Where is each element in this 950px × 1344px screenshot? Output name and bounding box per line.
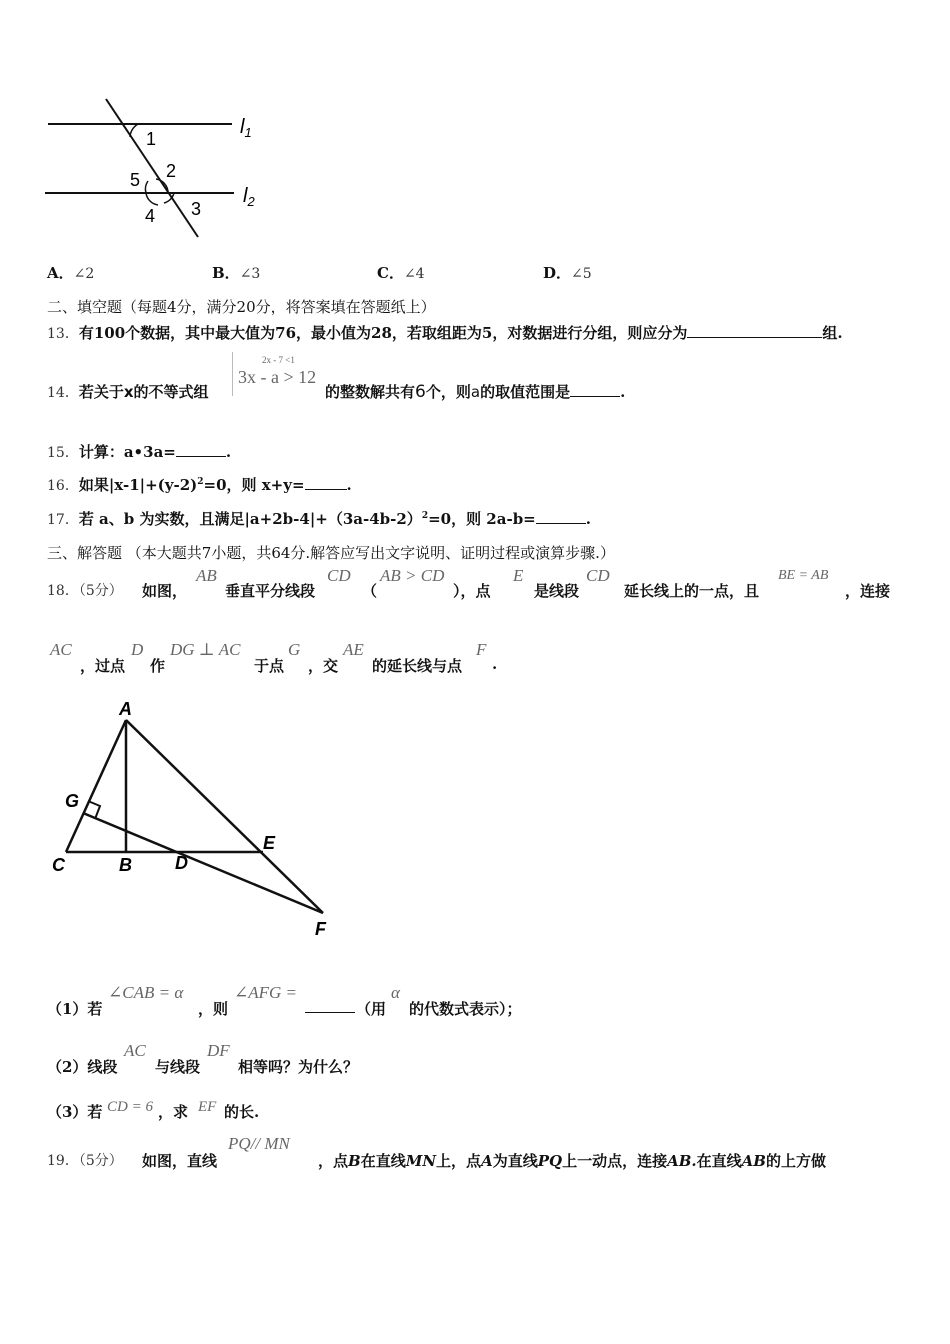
subq1-math-cab: ∠CAB = α bbox=[108, 983, 184, 1002]
q18-math-cd: CD bbox=[327, 566, 351, 585]
subq3-math-cd: CD = 6 bbox=[107, 1099, 153, 1115]
angle-label-5: 5 bbox=[130, 170, 141, 190]
section-2-heading: 二、填空题（每题4分，满分20分，将答案填在答题纸上） bbox=[47, 298, 436, 316]
subq1-text-1: ，则 bbox=[198, 1000, 229, 1018]
angle-label-4: 4 bbox=[145, 206, 156, 226]
subq2-text-1: 与线段 bbox=[155, 1058, 201, 1076]
angle-label-2: 2 bbox=[166, 161, 177, 181]
answer-blank-14[interactable] bbox=[570, 382, 620, 397]
subq2-math-ac: AC bbox=[124, 1041, 146, 1060]
vertex-label-d: D bbox=[175, 853, 188, 873]
segment-af bbox=[126, 720, 323, 913]
q19-text-2: ，点B在直线MN上，点A为直线PQ上一动点，连接AB.在直线AB的上方做 bbox=[318, 1152, 826, 1170]
q18-text-12: 的延长线与点 bbox=[372, 657, 463, 675]
vertex-label-b: B bbox=[119, 855, 132, 875]
q18-text-7: ，连接 bbox=[845, 582, 891, 600]
q18-math-cd2: CD bbox=[586, 566, 610, 585]
subq2-text-2: 相等吗？为什么？ bbox=[238, 1058, 359, 1076]
line-label-l1: $l_1$ bbox=[240, 116, 252, 140]
vertex-label-c: C bbox=[52, 855, 65, 875]
inequality-top: 2x - 7 <1 bbox=[262, 355, 295, 365]
q18-math-ab: AB bbox=[196, 566, 217, 585]
vertex-label-g: G bbox=[65, 791, 80, 811]
question-19-number: 19．（5分） bbox=[47, 1153, 123, 1169]
q18-text-2: 垂直平分线段 bbox=[225, 582, 316, 600]
angle-label-1: 1 bbox=[146, 129, 157, 149]
q18-math-cond: AB > CD bbox=[380, 566, 445, 585]
subq3-number: （3）若 bbox=[47, 1103, 103, 1121]
q18-text-6: 延长线上的一点，且 bbox=[624, 582, 760, 600]
answer-blank-13[interactable] bbox=[687, 323, 822, 338]
q18-text-5: 是线段 bbox=[534, 582, 580, 600]
q18-math-g: G bbox=[288, 640, 301, 659]
line-label-l2: $l_2$ bbox=[243, 185, 255, 209]
q18-text-9: 作 bbox=[150, 657, 166, 675]
q18-text-11: ，交 bbox=[308, 657, 339, 675]
inequality-bottom: 3x - a > 12 bbox=[238, 367, 317, 387]
subq1-text-2: （用 bbox=[356, 1000, 387, 1018]
q18-math-ae: AE bbox=[343, 640, 364, 659]
subq1-math-alpha: α bbox=[391, 983, 400, 1002]
question-14: 14．若关于x的不等式组 bbox=[47, 383, 209, 401]
segment-ac bbox=[66, 720, 126, 852]
q18-text-13: . bbox=[492, 655, 498, 673]
q18-math-be-ab: BE = AB bbox=[778, 568, 829, 583]
subq1-math-afg: ∠AFG = bbox=[234, 983, 298, 1002]
question-18-number: 18．（5分） bbox=[47, 583, 123, 599]
subq3-text-1: ，求 bbox=[158, 1103, 189, 1121]
q19-text-1: 如图，直线 bbox=[142, 1152, 218, 1170]
question-14-cont: 的整数解共有6个，则a的取值范围是 . bbox=[325, 382, 626, 402]
subq1-number: （1）若 bbox=[47, 1000, 103, 1018]
inequality-system-bracket bbox=[232, 352, 235, 396]
option-c[interactable]: C．∠4 bbox=[377, 264, 425, 282]
q18-text-3: （ bbox=[362, 582, 378, 600]
q18-math-perp: DG ⊥ AC bbox=[170, 640, 241, 659]
option-a[interactable]: A．∠2 bbox=[47, 264, 95, 282]
q18-text-10: 于点 bbox=[254, 657, 285, 675]
angle-arc-4 bbox=[146, 193, 158, 205]
subq2-math-df: DF bbox=[207, 1041, 230, 1060]
subq3-math-ef: EF bbox=[198, 1099, 217, 1115]
subq1-text-3: 的代数式表示）； bbox=[409, 1000, 522, 1018]
q18-text-1: 如图， bbox=[142, 582, 188, 600]
angle-label-3: 3 bbox=[191, 199, 202, 219]
q19-math-pq-mn: PQ// MN bbox=[228, 1134, 290, 1153]
answer-blank-16[interactable] bbox=[305, 475, 347, 490]
question-17: 17．若 a、b 为实数，且满足$|a+2b-4|+(3a-4b-2)^2=0$，则 2a-b= . bbox=[47, 510, 591, 528]
q18-text-4: ），点 bbox=[453, 582, 491, 600]
triangle-figure bbox=[45, 695, 345, 945]
option-d[interactable]: D．∠5 bbox=[543, 264, 592, 282]
vertex-label-a: A bbox=[119, 699, 132, 719]
answer-blank-17[interactable] bbox=[536, 509, 586, 524]
question-15: 15．计算：a•3a= . bbox=[47, 443, 232, 461]
q18-text-8: ，过点 bbox=[80, 657, 126, 675]
option-b[interactable]: B．∠3 bbox=[212, 264, 261, 282]
vertex-label-f: F bbox=[315, 919, 326, 939]
angle-arc-5 bbox=[145, 181, 148, 193]
q18-math-e: E bbox=[513, 566, 524, 585]
q18-math-f: F bbox=[476, 640, 487, 659]
section-3-heading: 三、解答题 （本大题共7小题，共64分.解答应写出文字说明、证明过程或演算步骤.） bbox=[47, 544, 615, 562]
vertex-label-e: E bbox=[263, 833, 276, 853]
answer-blank-subq1[interactable] bbox=[305, 998, 355, 1013]
subq2-number: （2）线段 bbox=[47, 1058, 118, 1076]
answer-blank-15[interactable] bbox=[176, 442, 226, 457]
parallel-lines-figure bbox=[40, 95, 270, 245]
q18-math-d: D bbox=[131, 640, 144, 659]
question-13: 13．有100个数据，其中最大值为76，最小值为28，若取组距为5，对数据进行分组，则应分为 组. bbox=[47, 324, 843, 342]
question-16: 16．如果$|x-1|+(y-2)^2=0$，则 x+y= . bbox=[47, 476, 352, 494]
q18-math-ac: AC bbox=[50, 640, 72, 659]
subq3-text-2: 的长. bbox=[224, 1103, 260, 1121]
